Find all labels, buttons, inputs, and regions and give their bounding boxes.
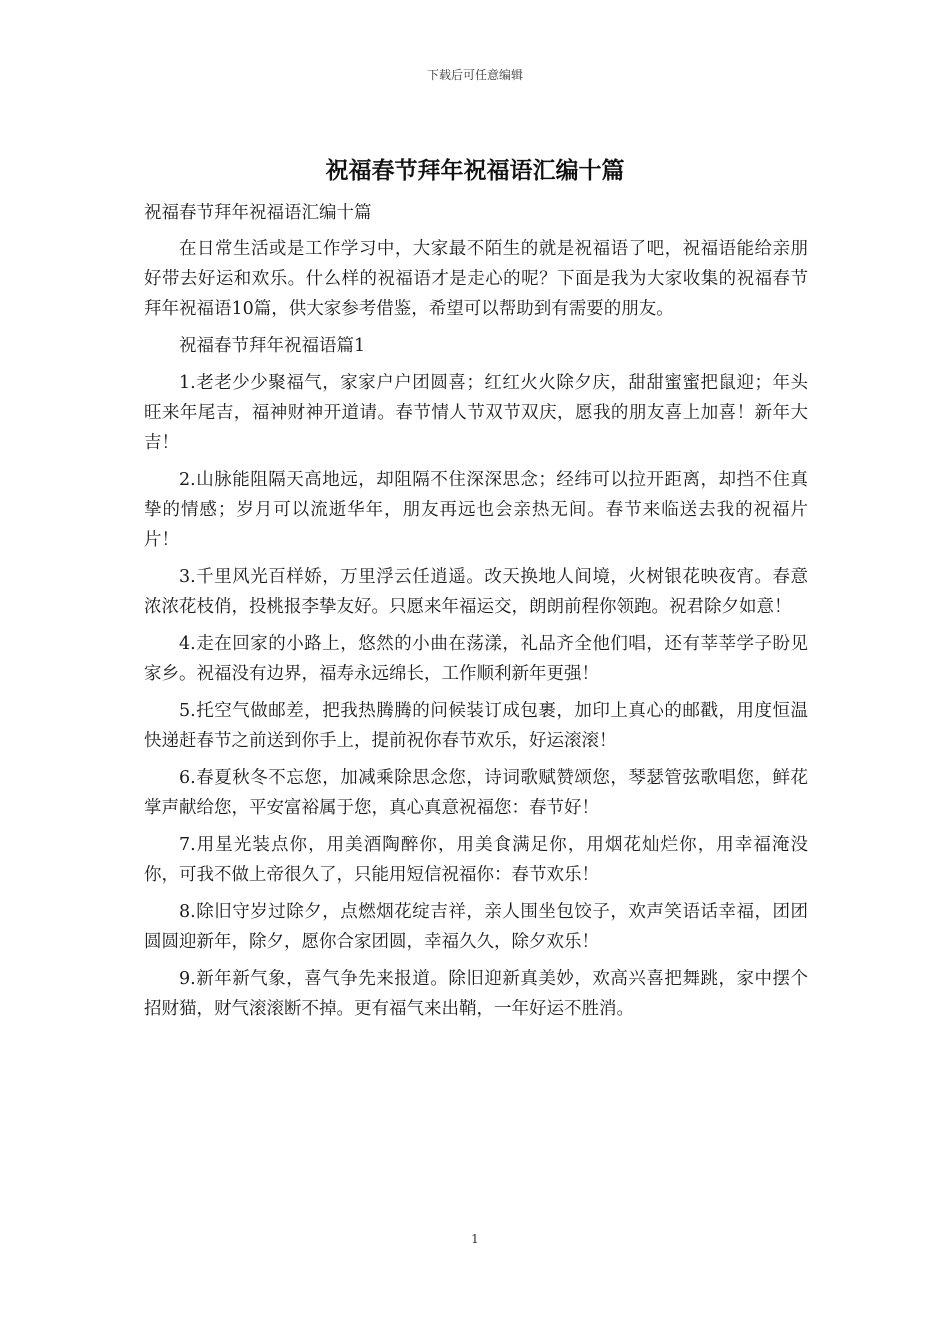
blessing-item-5: 5.托空气做邮差，把我热腾腾的问候装订成包裹，加印上真心的邮戳，用度恒温快递赶春节之前送到你手上，提前祝你春节欢乐，好运滚滚！ bbox=[144, 701, 808, 751]
blessing-item-1: 1.老老少少聚福气，家家户户团圆喜；红红火火除夕庆，甜甜蜜蜜把鼠迎；年头旺来年尾吉，福神财神开道请。春节情人节双节双庆，愿我的朋友喜上加喜！新年大吉！ bbox=[144, 373, 808, 453]
document-subtitle: 祝福春节拜年祝福语汇编十篇 bbox=[144, 203, 372, 223]
page-number: 1 bbox=[471, 1232, 479, 1246]
page-header: 下载后可任意编辑 bbox=[426, 68, 523, 82]
blessing-item-2: 2.山脉能阻隔天高地远，却阻隔不住深深思念；经纬可以拉开距离，却挡不住真挚的情感；岁月可以流逝华年，朋友再远也会亲热无间。春节来临送去我的祝福片片！ bbox=[144, 470, 808, 550]
intro-paragraph: 在日常生活或是工作学习中，大家最不陌生的就是祝福语了吧，祝福语能给亲朋好带去好运和欢乐。什么样的祝福语才是走心的呢？下面是我为大家收集的祝福春节拜年祝福语10篇，供大家参考借鉴，希望可以帮助到有需要的朋友。 bbox=[144, 239, 808, 319]
document-title: 祝福春节拜年祝福语汇编十篇 bbox=[325, 157, 625, 184]
blessing-item-7: 7.用星光装点你，用美酒陶醉你，用美食满足你，用烟花灿烂你，用幸福淹没你，可我不做上帝很久了，只能用短信祝福你：春节欢乐！ bbox=[144, 835, 808, 885]
blessing-item-9: 9.新年新气象，喜气争先来报道。除旧迎新真美妙，欢高兴喜把舞跳，家中摆个招财猫，财气滚滚断不掉。更有福气来出鞘，一年好运不胜消。 bbox=[144, 969, 808, 1019]
blessing-item-8: 8.除旧守岁过除夕，点燃烟花绽吉祥，亲人围坐包饺子，欢声笑语话幸福，团团圆圆迎新年，除夕，愿你合家团圆，幸福久久，除夕欢乐！ bbox=[144, 902, 808, 952]
blessing-item-3: 3.千里风光百样娇，万里浮云任逍遥。改天换地人间境，火树银花映夜宵。春意浓浓花枝俏，投桃报李挚友好。只愿来年福运交，朗朗前程你领跑。祝君除夕如意！ bbox=[144, 567, 808, 617]
document-body bbox=[144, 198, 808, 1031]
blessing-item-6: 6.春夏秋冬不忘您，加减乘除思念您，诗词歌赋赞颂您，琴瑟管弦歌唱您，鲜花掌声献给您，平安富裕属于您，真心真意祝福您：春节好！ bbox=[144, 768, 808, 818]
blessing-item-4: 4.走在回家的小路上，悠然的小曲在荡漾，礼品齐全他们唱，还有莘莘学子盼见家乡。祝福没有边界，福寿永远绵长，工作顺利新年更强！ bbox=[144, 634, 808, 684]
section-heading: 祝福春节拜年祝福语篇1 bbox=[179, 336, 366, 356]
